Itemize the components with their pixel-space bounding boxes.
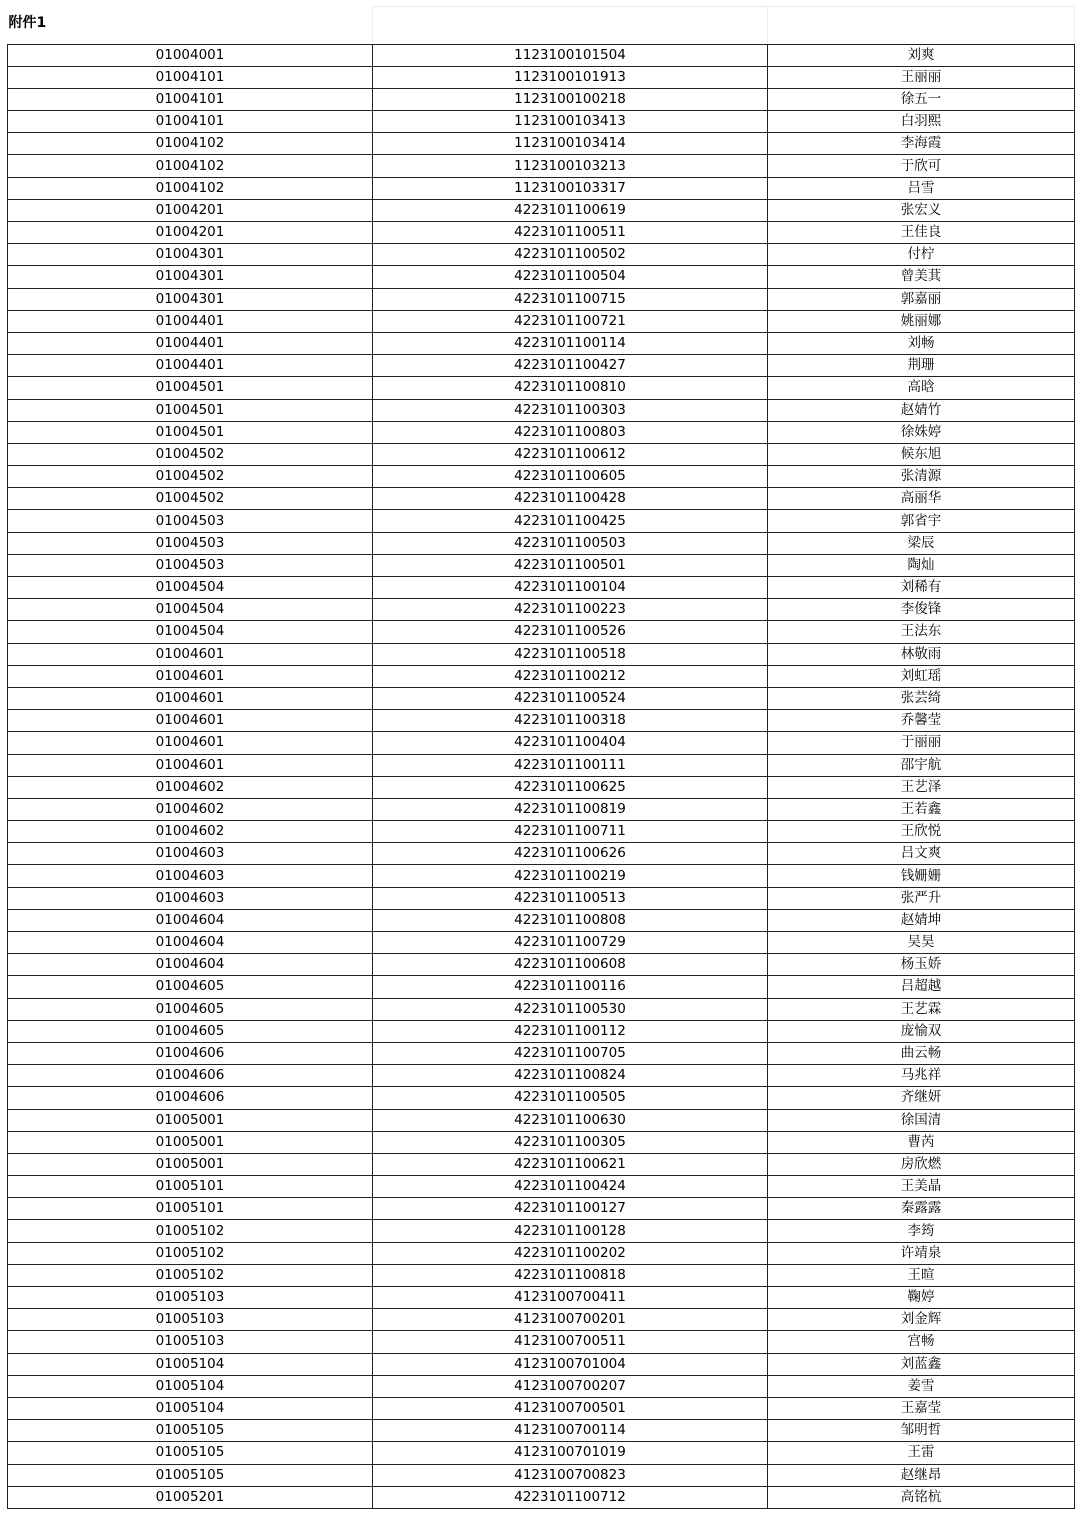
name-cell[interactable]: 王美晶 (768, 1176, 1075, 1198)
exam-number-cell[interactable]: 4223101100305 (373, 1131, 768, 1153)
position-code-cell[interactable]: 01004601 (8, 687, 373, 709)
position-code-cell[interactable]: 01004301 (8, 244, 373, 266)
position-code-cell[interactable]: 01004604 (8, 954, 373, 976)
position-code-cell[interactable]: 01004201 (8, 199, 373, 221)
name-cell[interactable]: 曾美萁 (768, 266, 1075, 288)
exam-number-cell[interactable]: 4223101100715 (373, 288, 768, 310)
position-code-cell[interactable]: 01004606 (8, 1065, 373, 1087)
exam-number-cell[interactable]: 4123100700501 (373, 1397, 768, 1419)
name-cell[interactable]: 付柠 (768, 244, 1075, 266)
position-code-cell[interactable]: 01004503 (8, 510, 373, 532)
name-cell[interactable]: 王丽丽 (768, 66, 1075, 88)
name-cell[interactable]: 乔馨莹 (768, 710, 1075, 732)
position-code-cell[interactable]: 01005103 (8, 1287, 373, 1309)
table-row (8, 909, 1075, 931)
name-cell[interactable]: 杨玉娇 (768, 954, 1075, 976)
table-row (8, 821, 1075, 843)
exam-number-cell[interactable]: 4123100701004 (373, 1353, 768, 1375)
name-cell[interactable]: 陶灿 (768, 554, 1075, 576)
position-code-cell[interactable]: 01004502 (8, 466, 373, 488)
table-row (8, 621, 1075, 643)
name-cell[interactable]: 李筠 (768, 1220, 1075, 1242)
exam-number-cell[interactable]: 4223101100303 (373, 399, 768, 421)
exam-number-cell[interactable]: 1123100103414 (373, 133, 768, 155)
exam-number-cell[interactable]: 4223101100114 (373, 332, 768, 354)
table-row (8, 488, 1075, 510)
exam-number-cell[interactable]: 1123100103213 (373, 155, 768, 177)
table-row (8, 532, 1075, 554)
name-cell[interactable]: 吕雪 (768, 177, 1075, 199)
position-code-cell[interactable]: 01005103 (8, 1309, 373, 1331)
table-row (8, 754, 1075, 776)
position-code-cell[interactable]: 01004604 (8, 932, 373, 954)
name-cell[interactable]: 于欣可 (768, 155, 1075, 177)
table-row (8, 177, 1075, 199)
exam-number-cell[interactable]: 4223101100819 (373, 798, 768, 820)
exam-number-cell[interactable]: 4223101100501 (373, 554, 768, 576)
position-code-cell[interactable]: 01004605 (8, 998, 373, 1020)
name-cell[interactable]: 张清源 (768, 466, 1075, 488)
table-row (8, 554, 1075, 576)
table-row (8, 355, 1075, 377)
table-row (8, 510, 1075, 532)
position-code-cell[interactable]: 01004601 (8, 754, 373, 776)
exam-number-cell[interactable]: 4223101100630 (373, 1109, 768, 1131)
exam-number-cell[interactable]: 4223101100212 (373, 665, 768, 687)
name-cell[interactable]: 马兆祥 (768, 1065, 1075, 1087)
exam-number-cell[interactable]: 4223101100128 (373, 1220, 768, 1242)
table-row (8, 266, 1075, 288)
name-cell[interactable]: 邹明哲 (768, 1420, 1075, 1442)
table-row (8, 1176, 1075, 1198)
exam-number-cell[interactable]: 1123100100218 (373, 88, 768, 110)
position-code-cell[interactable]: 01005001 (8, 1153, 373, 1175)
exam-number-cell[interactable]: 4223101100608 (373, 954, 768, 976)
name-cell[interactable]: 曲云畅 (768, 1042, 1075, 1064)
empty-header-cell[interactable] (768, 7, 1075, 45)
exam-number-cell[interactable]: 4223101100427 (373, 355, 768, 377)
table-row (8, 1087, 1075, 1109)
exam-number-cell[interactable]: 4123100700201 (373, 1309, 768, 1331)
table-row (8, 998, 1075, 1020)
table-row (8, 199, 1075, 221)
table-row (8, 1153, 1075, 1175)
table-row (8, 377, 1075, 399)
table-row (8, 1109, 1075, 1131)
name-cell[interactable]: 吕文爽 (768, 843, 1075, 865)
exam-number-cell[interactable]: 4223101100504 (373, 266, 768, 288)
table-row (8, 1287, 1075, 1309)
table-row (8, 1220, 1075, 1242)
name-cell[interactable]: 郭省宇 (768, 510, 1075, 532)
position-code-cell[interactable]: 01005102 (8, 1242, 373, 1264)
table-row (8, 776, 1075, 798)
position-code-cell[interactable]: 01004504 (8, 621, 373, 643)
name-cell[interactable]: 庞愉双 (768, 1020, 1075, 1042)
position-code-cell[interactable]: 01004504 (8, 577, 373, 599)
name-cell[interactable]: 赵婧竹 (768, 399, 1075, 421)
table-row (8, 332, 1075, 354)
name-cell[interactable]: 曹芮 (768, 1131, 1075, 1153)
position-code-cell[interactable]: 01004502 (8, 488, 373, 510)
name-cell[interactable]: 秦露露 (768, 1198, 1075, 1220)
name-cell[interactable]: 高丽华 (768, 488, 1075, 510)
name-cell[interactable]: 刘稀有 (768, 577, 1075, 599)
position-code-cell[interactable]: 01005104 (8, 1353, 373, 1375)
table-row (8, 288, 1075, 310)
table-row (8, 1242, 1075, 1264)
position-code-cell[interactable]: 01004401 (8, 332, 373, 354)
table-row (8, 88, 1075, 110)
name-cell[interactable]: 姜雪 (768, 1375, 1075, 1397)
name-cell[interactable]: 房欣燃 (768, 1153, 1075, 1175)
name-cell[interactable]: 林敬雨 (768, 643, 1075, 665)
name-cell[interactable]: 徐姝婷 (768, 421, 1075, 443)
position-code-cell[interactable]: 01005105 (8, 1442, 373, 1464)
exam-number-cell[interactable]: 4223101100625 (373, 776, 768, 798)
exam-number-cell[interactable]: 4123100701019 (373, 1442, 768, 1464)
data-table (7, 6, 1075, 1509)
name-cell[interactable]: 王法东 (768, 621, 1075, 643)
position-code-cell[interactable]: 01005102 (8, 1220, 373, 1242)
table-row (8, 1397, 1075, 1419)
exam-number-cell[interactable]: 4223101100503 (373, 532, 768, 554)
name-cell[interactable]: 赵婧坤 (768, 909, 1075, 931)
name-cell[interactable]: 刘金辉 (768, 1309, 1075, 1331)
name-cell[interactable]: 李俊锋 (768, 599, 1075, 621)
exam-number-cell[interactable]: 4223101100511 (373, 222, 768, 244)
exam-number-cell[interactable]: 4223101100513 (373, 887, 768, 909)
exam-number-cell[interactable]: 1123100101504 (373, 44, 768, 66)
name-cell[interactable]: 姚丽娜 (768, 310, 1075, 332)
name-cell[interactable]: 王欣悦 (768, 821, 1075, 843)
position-code-cell[interactable]: 01004603 (8, 865, 373, 887)
position-code-cell[interactable]: 01005102 (8, 1264, 373, 1286)
table-row (8, 665, 1075, 687)
position-code-cell[interactable]: 01004602 (8, 776, 373, 798)
table-row (8, 577, 1075, 599)
name-cell[interactable]: 白羽熙 (768, 111, 1075, 133)
table-row (8, 443, 1075, 465)
name-cell[interactable]: 候东旭 (768, 443, 1075, 465)
position-code-cell[interactable]: 01004501 (8, 399, 373, 421)
table-row (8, 111, 1075, 133)
position-code-cell[interactable]: 01004606 (8, 1042, 373, 1064)
name-cell[interactable]: 梁辰 (768, 532, 1075, 554)
position-code-cell[interactable]: 01004601 (8, 710, 373, 732)
exam-number-cell[interactable]: 4223101100810 (373, 377, 768, 399)
name-cell[interactable]: 刘蓝鑫 (768, 1353, 1075, 1375)
exam-number-cell[interactable]: 4223101100612 (373, 443, 768, 465)
exam-number-cell[interactable]: 4223101100803 (373, 421, 768, 443)
table-row (8, 466, 1075, 488)
exam-number-cell[interactable]: 4223101100223 (373, 599, 768, 621)
table-row (8, 687, 1075, 709)
empty-header-cell[interactable] (373, 7, 768, 45)
table-row (8, 643, 1075, 665)
name-cell[interactable]: 高铭杭 (768, 1486, 1075, 1508)
table-row (8, 44, 1075, 66)
position-code-cell[interactable]: 01004001 (8, 44, 373, 66)
position-code-cell[interactable]: 01004601 (8, 665, 373, 687)
position-code-cell[interactable]: 01004603 (8, 843, 373, 865)
name-cell[interactable]: 于丽丽 (768, 732, 1075, 754)
table-row (8, 887, 1075, 909)
name-cell[interactable]: 张宏义 (768, 199, 1075, 221)
table-row (8, 798, 1075, 820)
position-code-cell[interactable]: 01005001 (8, 1131, 373, 1153)
table-body (8, 7, 1075, 1509)
table-row (8, 421, 1075, 443)
position-code-cell[interactable]: 01004401 (8, 310, 373, 332)
name-cell[interactable]: 王嘉莹 (768, 1397, 1075, 1419)
table-row (8, 954, 1075, 976)
table-row (8, 732, 1075, 754)
exam-number-cell[interactable]: 4223101100104 (373, 577, 768, 599)
table-row (8, 1331, 1075, 1353)
exam-number-cell[interactable]: 4123100700511 (373, 1331, 768, 1353)
spreadsheet (7, 6, 1074, 1509)
exam-number-cell[interactable]: 4223101100518 (373, 643, 768, 665)
name-cell[interactable]: 刘爽 (768, 44, 1075, 66)
exam-number-cell[interactable]: 4223101100219 (373, 865, 768, 887)
name-cell[interactable]: 张严升 (768, 887, 1075, 909)
name-cell[interactable]: 王艺泽 (768, 776, 1075, 798)
exam-number-cell[interactable]: 4223101100530 (373, 998, 768, 1020)
table-row (8, 1020, 1075, 1042)
exam-number-cell[interactable]: 4223101100526 (373, 621, 768, 643)
exam-number-cell[interactable]: 4223101100127 (373, 1198, 768, 1220)
table-row (8, 222, 1075, 244)
position-code-cell[interactable]: 01004101 (8, 111, 373, 133)
position-code-cell[interactable]: 01004301 (8, 288, 373, 310)
table-row (8, 1442, 1075, 1464)
table-row (8, 244, 1075, 266)
position-code-cell[interactable]: 01004102 (8, 155, 373, 177)
table-row (8, 1486, 1075, 1508)
exam-number-cell[interactable]: 4223101100425 (373, 510, 768, 532)
name-cell[interactable]: 郭嘉丽 (768, 288, 1075, 310)
position-code-cell[interactable]: 01005201 (8, 1486, 373, 1508)
table-row (8, 843, 1075, 865)
table-row (8, 399, 1075, 421)
position-code-cell[interactable]: 01004503 (8, 532, 373, 554)
table-row (8, 599, 1075, 621)
table-row (8, 1065, 1075, 1087)
position-code-cell[interactable]: 01004603 (8, 887, 373, 909)
exam-number-cell[interactable]: 4223101100112 (373, 1020, 768, 1042)
position-code-cell[interactable]: 01004301 (8, 266, 373, 288)
position-code-cell[interactable]: 01004101 (8, 66, 373, 88)
table-row (8, 310, 1075, 332)
position-code-cell[interactable]: 01004504 (8, 599, 373, 621)
name-cell[interactable]: 李海霞 (768, 133, 1075, 155)
position-code-cell[interactable]: 01004502 (8, 443, 373, 465)
exam-number-cell[interactable]: 4223101100721 (373, 310, 768, 332)
exam-number-cell[interactable]: 4223101100524 (373, 687, 768, 709)
position-code-cell[interactable]: 01004602 (8, 821, 373, 843)
position-code-cell[interactable]: 01005104 (8, 1397, 373, 1419)
exam-number-cell[interactable]: 1123100103317 (373, 177, 768, 199)
name-cell[interactable]: 许靖泉 (768, 1242, 1075, 1264)
table-row (8, 66, 1075, 88)
exam-number-cell[interactable]: 4123100700207 (373, 1375, 768, 1397)
exam-number-cell[interactable]: 4223101100818 (373, 1264, 768, 1286)
exam-number-cell[interactable]: 4223101100202 (373, 1242, 768, 1264)
name-cell[interactable]: 王艺霖 (768, 998, 1075, 1020)
exam-number-cell[interactable]: 4223101100705 (373, 1042, 768, 1064)
name-cell[interactable]: 王暄 (768, 1264, 1075, 1286)
position-code-cell[interactable]: 01004605 (8, 1020, 373, 1042)
name-cell[interactable]: 刘虹瑶 (768, 665, 1075, 687)
position-code-cell[interactable]: 01004604 (8, 909, 373, 931)
exam-number-cell[interactable]: 4123100700823 (373, 1464, 768, 1486)
position-code-cell[interactable]: 01005105 (8, 1464, 373, 1486)
exam-number-cell[interactable]: 4223101100428 (373, 488, 768, 510)
table-row (8, 1198, 1075, 1220)
position-code-cell[interactable]: 01005105 (8, 1420, 373, 1442)
exam-number-cell[interactable]: 1123100103413 (373, 111, 768, 133)
position-code-cell[interactable]: 01004401 (8, 355, 373, 377)
name-cell[interactable]: 刘畅 (768, 332, 1075, 354)
name-cell[interactable]: 吕超越 (768, 976, 1075, 998)
name-cell[interactable]: 齐继妍 (768, 1087, 1075, 1109)
position-code-cell[interactable]: 01004602 (8, 798, 373, 820)
name-cell[interactable]: 宫畅 (768, 1331, 1075, 1353)
table-row (8, 1375, 1075, 1397)
name-cell[interactable]: 王佳良 (768, 222, 1075, 244)
table-row (8, 1042, 1075, 1064)
name-cell[interactable]: 赵继昂 (768, 1464, 1075, 1486)
position-code-cell[interactable]: 01005104 (8, 1375, 373, 1397)
exam-number-cell[interactable]: 4223101100111 (373, 754, 768, 776)
name-cell[interactable]: 邵宇航 (768, 754, 1075, 776)
name-cell[interactable]: 徐国清 (768, 1109, 1075, 1131)
exam-number-cell[interactable]: 4223101100729 (373, 932, 768, 954)
table-row (8, 976, 1075, 998)
exam-number-cell[interactable]: 4223101100404 (373, 732, 768, 754)
position-code-cell[interactable]: 01005101 (8, 1198, 373, 1220)
name-cell[interactable]: 徐五一 (768, 88, 1075, 110)
position-code-cell[interactable]: 01004501 (8, 377, 373, 399)
name-cell[interactable]: 王雷 (768, 1442, 1075, 1464)
exam-number-cell[interactable]: 4223101100808 (373, 909, 768, 931)
table-row (8, 155, 1075, 177)
name-cell[interactable]: 鞠婷 (768, 1287, 1075, 1309)
exam-number-cell[interactable]: 4223101100116 (373, 976, 768, 998)
table-row (8, 865, 1075, 887)
position-code-cell[interactable]: 01004101 (8, 88, 373, 110)
table-row (8, 1353, 1075, 1375)
exam-number-cell[interactable]: 4223101100619 (373, 199, 768, 221)
exam-number-cell[interactable]: 4223101100621 (373, 1153, 768, 1175)
exam-number-cell[interactable]: 4223101100712 (373, 1486, 768, 1508)
table-row (8, 1264, 1075, 1286)
position-code-cell[interactable]: 01005001 (8, 1109, 373, 1131)
position-code-cell[interactable]: 01004201 (8, 222, 373, 244)
table-row (8, 710, 1075, 732)
exam-number-cell[interactable]: 4223101100505 (373, 1087, 768, 1109)
position-code-cell[interactable]: 01004605 (8, 976, 373, 998)
name-cell[interactable]: 钱姗姗 (768, 865, 1075, 887)
exam-number-cell[interactable]: 4223101100711 (373, 821, 768, 843)
exam-number-cell[interactable]: 4123100700411 (373, 1287, 768, 1309)
table-row (8, 1309, 1075, 1331)
exam-number-cell[interactable]: 4223101100318 (373, 710, 768, 732)
table-row (8, 133, 1075, 155)
table-row (8, 1464, 1075, 1486)
exam-number-cell[interactable]: 4223101100824 (373, 1065, 768, 1087)
header-row (8, 7, 1075, 45)
table-row (8, 932, 1075, 954)
name-cell[interactable]: 荆珊 (768, 355, 1075, 377)
position-code-cell[interactable]: 01005103 (8, 1331, 373, 1353)
position-code-cell[interactable]: 01004102 (8, 177, 373, 199)
table-row (8, 1131, 1075, 1153)
position-code-cell[interactable]: 01004102 (8, 133, 373, 155)
attachment-title[interactable]: 附件1 (8, 7, 373, 45)
name-cell[interactable]: 高晗 (768, 377, 1075, 399)
name-cell[interactable]: 张芸绮 (768, 687, 1075, 709)
position-code-cell[interactable]: 01004606 (8, 1087, 373, 1109)
position-code-cell[interactable]: 01004601 (8, 732, 373, 754)
exam-number-cell[interactable]: 4223101100626 (373, 843, 768, 865)
position-code-cell[interactable]: 01005101 (8, 1176, 373, 1198)
position-code-cell[interactable]: 01004503 (8, 554, 373, 576)
exam-number-cell[interactable]: 4223101100502 (373, 244, 768, 266)
position-code-cell[interactable]: 01004501 (8, 421, 373, 443)
position-code-cell[interactable]: 01004601 (8, 643, 373, 665)
exam-number-cell[interactable]: 1123100101913 (373, 66, 768, 88)
exam-number-cell[interactable]: 4223101100424 (373, 1176, 768, 1198)
name-cell[interactable]: 吴昊 (768, 932, 1075, 954)
exam-number-cell[interactable]: 4223101100605 (373, 466, 768, 488)
exam-number-cell[interactable]: 4123100700114 (373, 1420, 768, 1442)
table-row (8, 1420, 1075, 1442)
name-cell[interactable]: 王若鑫 (768, 798, 1075, 820)
